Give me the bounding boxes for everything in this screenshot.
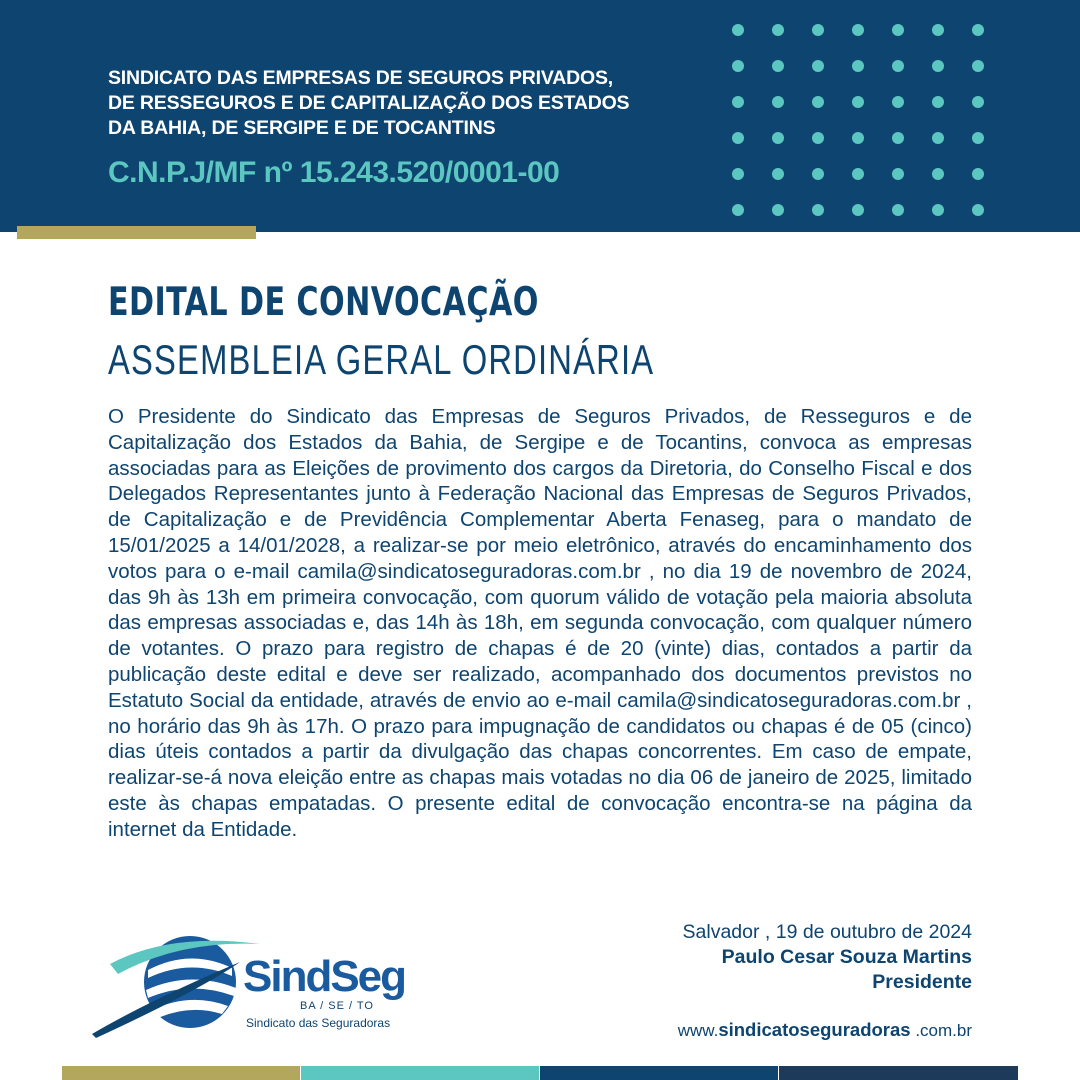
decorative-dot bbox=[892, 132, 904, 144]
gold-accent-bar bbox=[17, 226, 256, 239]
decorative-dot bbox=[732, 168, 744, 180]
document-body: O Presidente do Sindicato das Empresas de Seguros Privados, de Resseguros e de Capitalização dos Estados da Bahia, de Sergipe e de Tocantins, convoca as empresas associadas para as Eleições de provimento dos cargos da Diretoria, do Conselho Fiscal e dos Delegados Representantes junto à Federação Nacional das Empresas de Seguros Privados, de Capitalização e de Previdência Complementar Aberta Fenaseg, para o mandato de 15/01/2025 a 14/01/2028, a realizar-se por meio eletrônico, através do encaminhamento dos votos para o e-mail camila@sindicatoseguradoras.com.br , no dia 19 de novembro de 2024, das 9h às 13h em primeira convocação, com quorum válido de votação pela maioria absoluta das empresas associadas e, das 14h às 18h, em segunda convocação, com qualquer número de votantes. O prazo para registro de chapas é de 20 (vinte) dias, contados a partir da publicação deste edital e deve ser realizado, acompanhado dos documentos previstos no Estatuto Social da entidade, através de envio ao e-mail camila@sindicatoseguradoras.com.br , no horário das 9h às 17h. O prazo para impugnação de candidatos ou chapas é de 05 (cinco) dias úteis contados a partir da divulgação das chapas concorrentes. Em caso de empate, realizar-se-á nova eleição entre as chapas mais votadas no dia 06 de janeiro de 2025, limitado este às chapas empatadas. O presente edital de convocação encontra-se na página da internet da Entidade. bbox=[108, 405, 972, 841]
decorative-dot bbox=[892, 168, 904, 180]
website-link[interactable] bbox=[678, 1019, 972, 1041]
decorative-dot bbox=[732, 204, 744, 216]
logo-tagline: Sindicato das Seguradoras bbox=[246, 1016, 391, 1030]
footer-segment-dark bbox=[779, 1066, 1018, 1080]
decorative-dot bbox=[892, 96, 904, 108]
website-domain: sindicatoseguradoras bbox=[718, 1019, 911, 1040]
decorative-dot bbox=[972, 168, 984, 180]
document-title: EDITAL DE CONVOCAÇÃO bbox=[108, 280, 539, 325]
decorative-dot bbox=[772, 132, 784, 144]
decorative-dot bbox=[852, 132, 864, 144]
org-name-line: DE RESSEGUROS E DE CAPITALIZAÇÃO DOS ESTADOS bbox=[108, 92, 630, 114]
decorative-dot bbox=[812, 204, 824, 216]
organization-name bbox=[108, 66, 708, 141]
decorative-dot bbox=[852, 168, 864, 180]
decorative-dot bbox=[732, 24, 744, 36]
decorative-dot bbox=[772, 204, 784, 216]
decorative-dot bbox=[812, 24, 824, 36]
logo-region: BA / SE / TO bbox=[300, 1000, 374, 1012]
decorative-dot bbox=[932, 204, 944, 216]
signatory-name: Paulo Cesar Souza Martins bbox=[721, 946, 972, 968]
decorative-dot bbox=[772, 60, 784, 72]
decorative-dot bbox=[932, 132, 944, 144]
decorative-dot bbox=[972, 96, 984, 108]
decorative-dot bbox=[972, 60, 984, 72]
decorative-dot bbox=[772, 96, 784, 108]
footer-segment-gold bbox=[62, 1066, 300, 1080]
org-name-line: SINDICATO DAS EMPRESAS DE SEGUROS PRIVADOS, bbox=[108, 67, 613, 89]
footer-color-bar bbox=[62, 1066, 1018, 1080]
decorative-dot bbox=[932, 60, 944, 72]
decorative-dot bbox=[852, 204, 864, 216]
document-subtitle: ASSEMBLEIA GERAL ORDINÁRIA bbox=[108, 336, 655, 383]
decorative-dot bbox=[812, 132, 824, 144]
decorative-dot bbox=[732, 60, 744, 72]
decorative-dot bbox=[892, 24, 904, 36]
decorative-dot bbox=[972, 24, 984, 36]
decorative-dot bbox=[932, 24, 944, 36]
signature-block bbox=[683, 920, 972, 995]
decorative-dot bbox=[812, 96, 824, 108]
header-banner bbox=[0, 0, 1080, 232]
decorative-dot bbox=[812, 168, 824, 180]
org-name-line: DA BAHIA, DE SERGIPE E DE TOCANTINS bbox=[108, 117, 496, 139]
decorative-dot bbox=[812, 60, 824, 72]
footer-segment-blue bbox=[540, 1066, 778, 1080]
website-suffix: .com.br bbox=[910, 1021, 972, 1040]
place-date: Salvador , 19 de outubro de 2024 bbox=[682, 921, 972, 943]
website-prefix: www. bbox=[677, 1021, 719, 1040]
decorative-dot bbox=[732, 132, 744, 144]
decorative-dot bbox=[972, 204, 984, 216]
decorative-dot bbox=[892, 60, 904, 72]
logo-wordmark: SindSeg bbox=[243, 952, 406, 1001]
decorative-dot bbox=[772, 24, 784, 36]
decorative-dot bbox=[852, 24, 864, 36]
decorative-dot bbox=[852, 60, 864, 72]
decorative-dot bbox=[852, 96, 864, 108]
decorative-dot bbox=[892, 204, 904, 216]
footer-segment-teal bbox=[301, 1066, 539, 1080]
cnpj-number: C.N.P.J/MF nº 15.243.520/0001-00 bbox=[108, 156, 560, 189]
decorative-dot bbox=[772, 168, 784, 180]
decorative-dot bbox=[932, 96, 944, 108]
decorative-dot-grid bbox=[732, 24, 992, 224]
signatory-role: Presidente bbox=[872, 971, 972, 993]
decorative-dot bbox=[972, 132, 984, 144]
decorative-dot bbox=[732, 96, 744, 108]
decorative-dot bbox=[932, 168, 944, 180]
